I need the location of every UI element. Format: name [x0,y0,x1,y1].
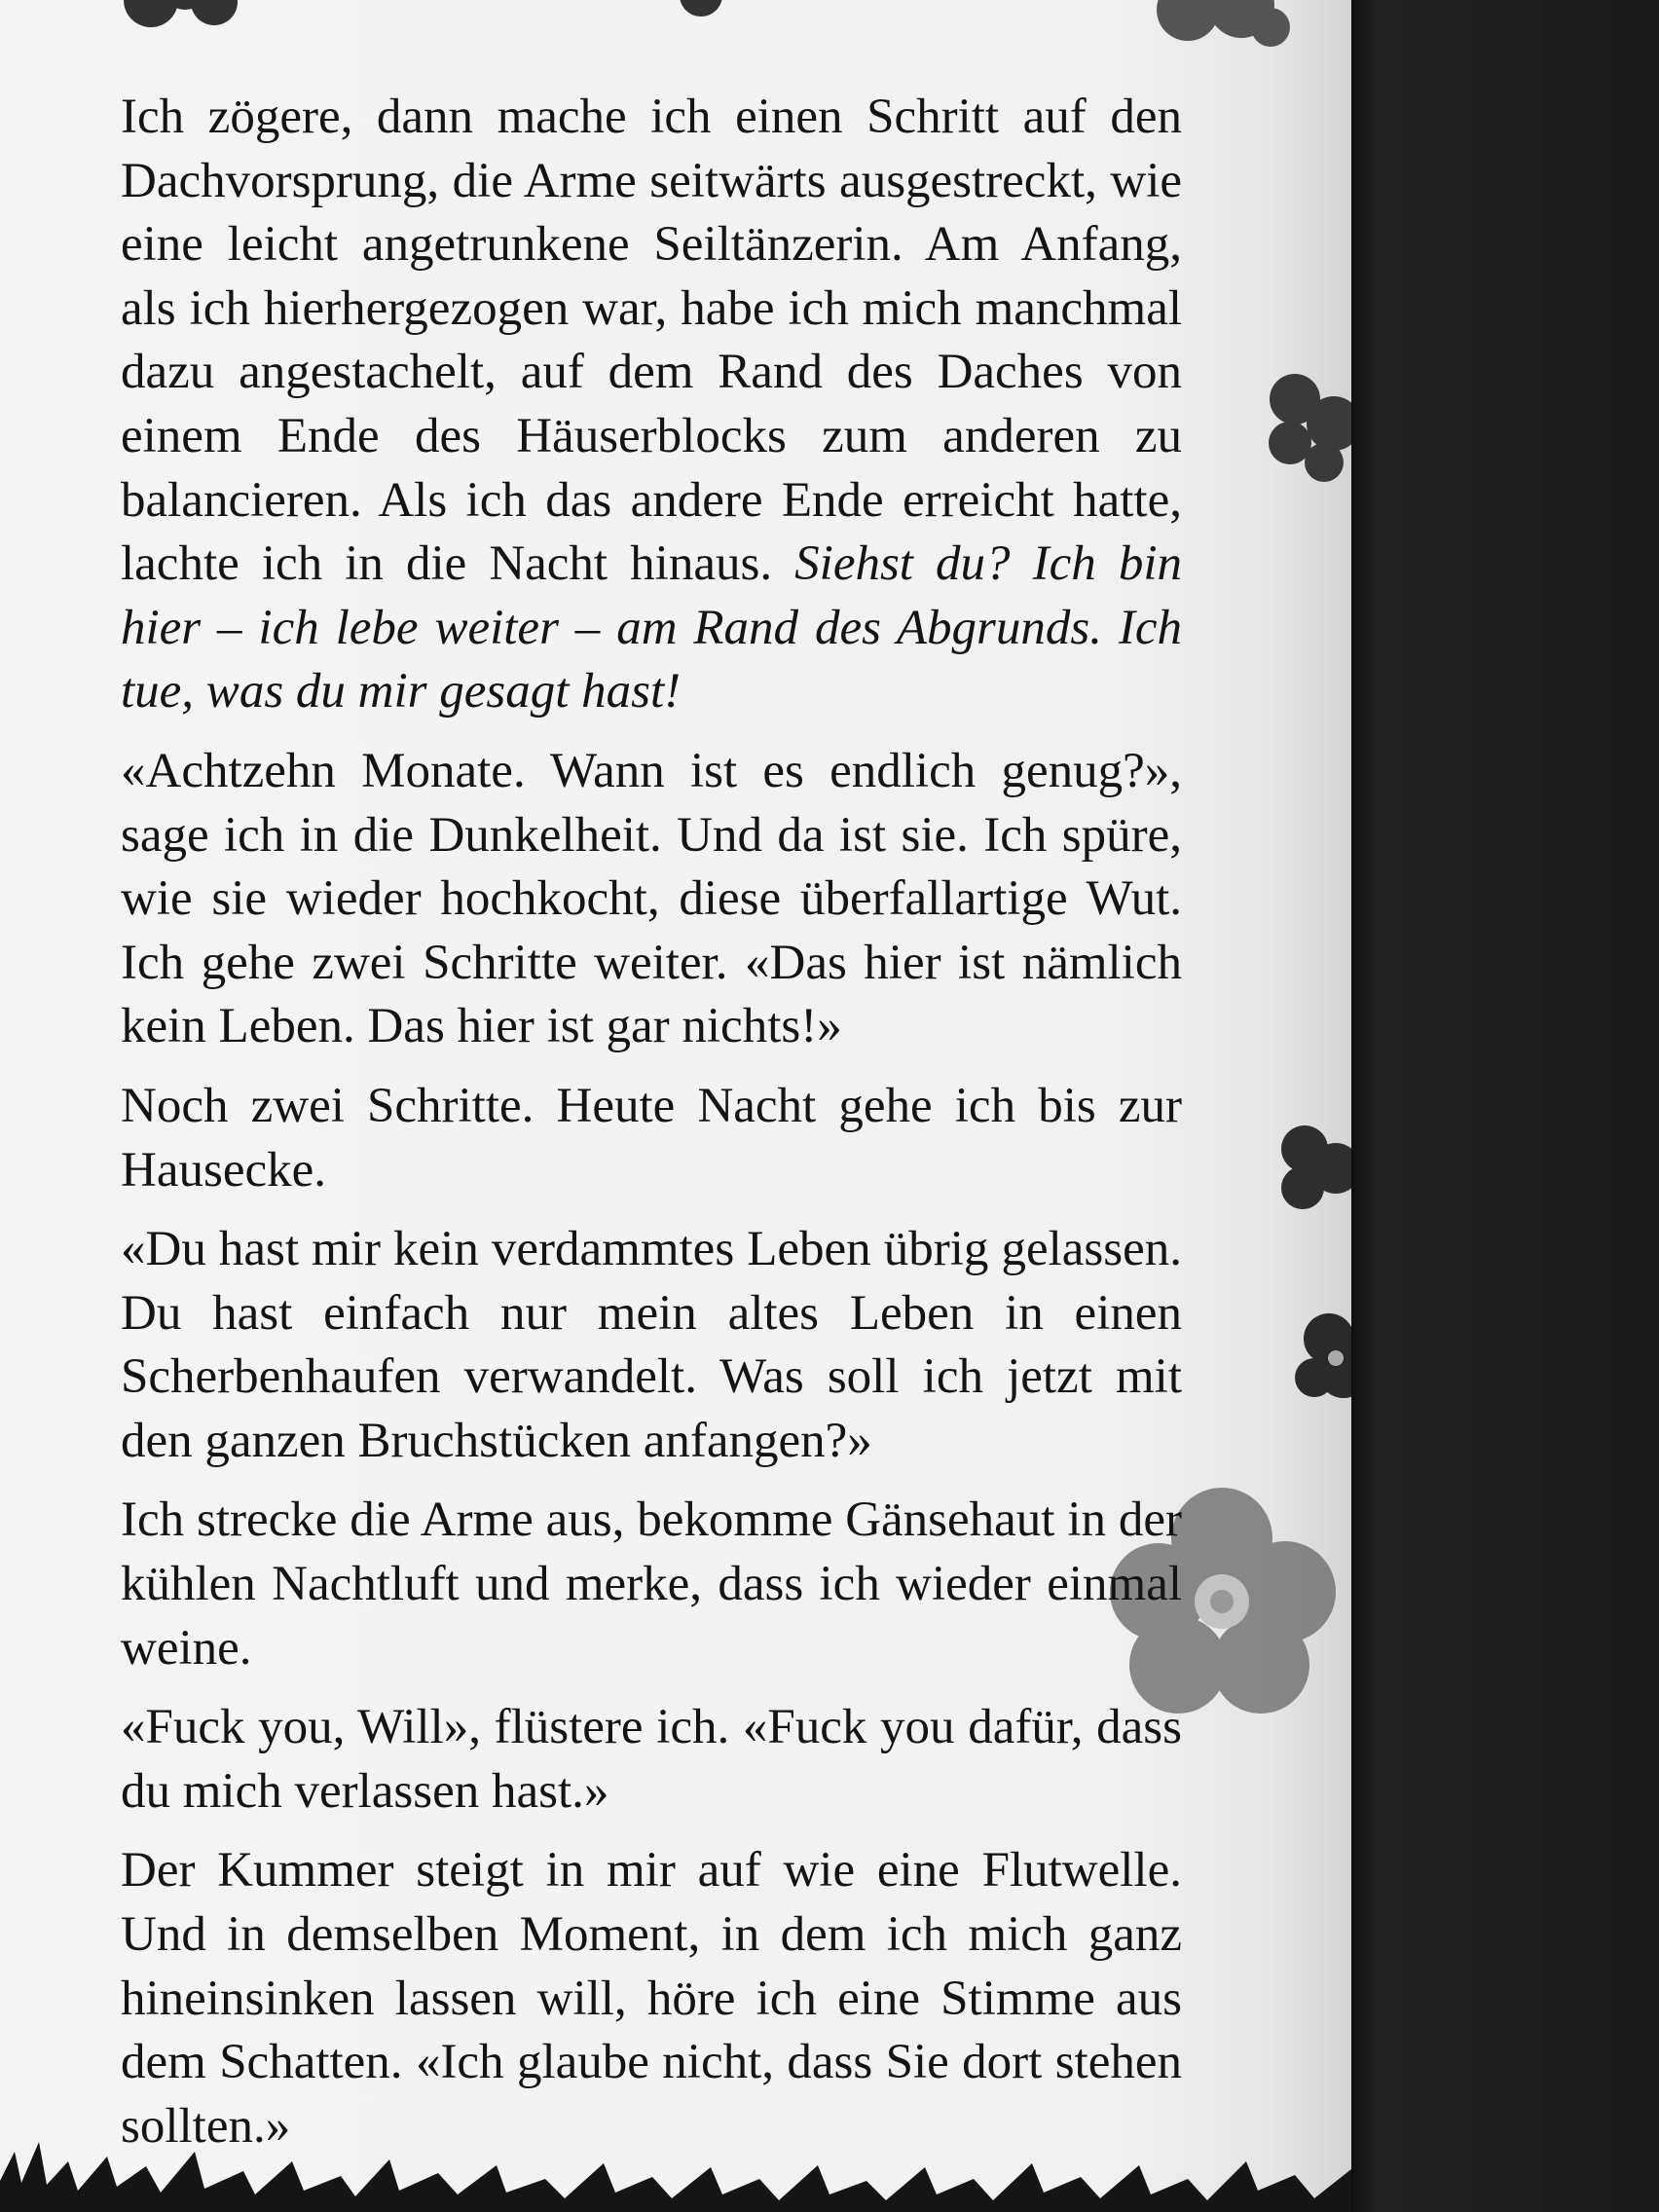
paragraph: Noch zwei Schritte. Heute Nacht gehe ich bis zur Hausecke. [121,1078,1182,1198]
book-spine-shadow [1351,0,1659,2212]
paragraph: «Fuck you, Will», flüstere ich. «Fuck you dafür, dass du mich verlassen hast.» [121,1700,1182,1819]
paragraph: «Du hast mir kein verdammtes Leben übrig gelassen. Du hast einfach nur mein altes Leben in einen Scherbenhaufen verwandelt. Was soll ich jetzt mit den ganzen Bruchstücken anfangen?» [121,1222,1182,1468]
paragraph-text: Ich zögere, dann mache ich einen Schritt auf den Dachvorsprung, die Arme seitwärts ausgestreckt, wie eine leicht angetrunkene Seiltänzerin. Am Anfang, als ich hierhergezogen war, habe ich mich manchmal dazu angestachelt, auf dem Rand des Daches von einem Ende des Häuserblocks zum anderen zu balancieren. Als ich das andere Ende erreicht hatte, lachte ich in die Nacht hinaus. [121,90,1182,592]
grass-border-decoration [0,2122,1351,2212]
paragraph-italic-text: Siehst du? Ich bin hier – ich lebe weiter – am Rand des Abgrunds. Ich tue, was du mir gesagt hast! [121,536,1182,719]
flower-decoration-icon [117,0,253,49]
flower-decoration-icon [1285,1305,1351,1412]
paragraph [121,86,1182,724]
page-text [121,86,1182,2174]
flower-decoration-icon [1256,370,1351,487]
paragraph: Der Kummer steigt in mir auf wie eine Flutwelle. Und in demselben Moment, in dem ich mich ganz hineinsinken lassen will, höre ich eine Stimme aus dem Schatten. «Ich glaube nicht, dass Sie dort stehen sollten.» [121,1843,1182,2154]
flower-decoration-icon [1149,0,1295,63]
flower-decoration-icon [662,0,740,29]
flower-decoration-icon [1266,1120,1351,1227]
paragraph: «Achtzehn Monate. Wann ist es endlich genug?», sage ich in die Dunkelheit. Und da ist sie. Ich spüre, wie sie wieder hochkocht, diese überfallartige Wut. Ich gehe zwei Schritte weiter. «Das hier ist nämlich kein Leben. Das hier ist gar nichts!» [121,743,1182,1054]
paragraph: Ich strecke die Arme aus, bekomme Gänsehaut in der kühlen Nachtluft und merke, dass ich wieder einmal weine. [121,1493,1182,1676]
